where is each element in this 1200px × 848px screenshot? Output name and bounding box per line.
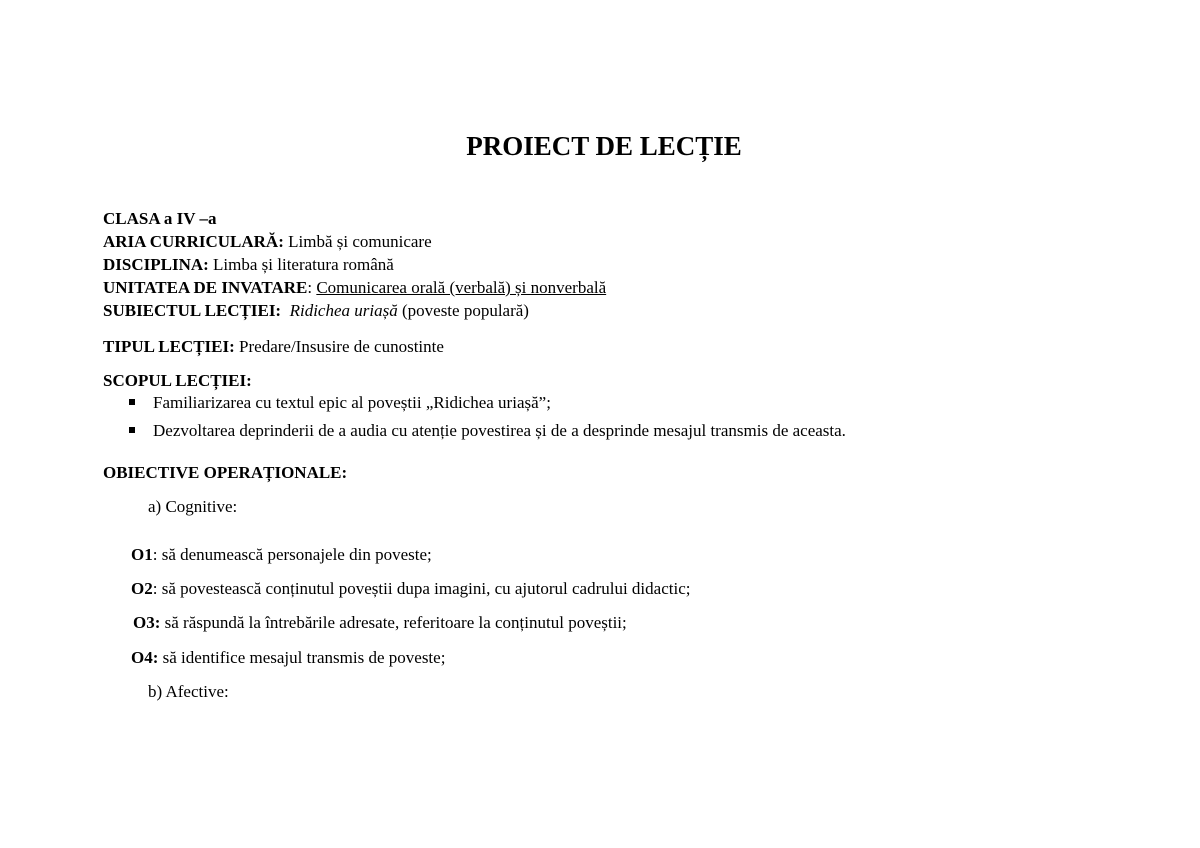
objective-code: O1 — [131, 545, 153, 564]
objective-item — [131, 647, 445, 669]
lesson-goal-heading: SCOPUL LECȚIEI: — [103, 371, 252, 390]
lesson-type-label: TIPUL LECȚIEI: — [103, 337, 235, 356]
objective-text: să răspundă la întrebările adresate, referitoare la conținutul poveștii; — [164, 613, 627, 632]
discipline-value: Limba și literatura română — [208, 255, 394, 274]
objectives-heading: OBIECTIVE OPERAȚIONALE: — [103, 463, 348, 482]
learning-unit-value: Comunicarea orală (verbală) și nonverbală — [316, 278, 607, 297]
lesson-type-field — [103, 336, 444, 358]
page-title: PROIECT DE LECȚIE — [466, 131, 742, 161]
discipline-label: DISCIPLINA: — [103, 255, 209, 274]
curricular-area-value: Limbă și comunicare — [283, 232, 432, 251]
learning-unit-label: UNITATEA DE INVATARE — [103, 278, 308, 297]
cognitive-section-label: a) Cognitive: — [148, 497, 238, 516]
lesson-type-value: Predare/Insusire de cunostinte — [234, 337, 444, 356]
objective-separator: : — [152, 579, 162, 598]
lesson-subject-field — [103, 300, 529, 322]
discipline-field — [103, 254, 394, 276]
square-bullet-icon — [129, 427, 135, 433]
objective-code: O2 — [131, 579, 153, 598]
objective-text: să identifice mesajul transmis de poveste; — [162, 648, 446, 667]
lesson-subject-title: Ridichea uriașă — [289, 301, 398, 320]
learning-unit-colon: : — [307, 278, 317, 297]
objective-text: să denumească personajele din poveste; — [161, 545, 432, 564]
curricular-area-label: ARIA CURRICULARĂ: — [103, 232, 284, 251]
objective-separator: : — [152, 545, 162, 564]
lesson-subject-note: (poveste populară) — [397, 301, 529, 320]
learning-unit-field — [103, 277, 606, 299]
curricular-area-field — [103, 231, 432, 253]
class-field: CLASA a IV –a — [103, 209, 217, 228]
objective-code: O4: — [131, 648, 159, 667]
goal-list-item: Dezvoltarea deprinderii de a audia cu atenție povestirea și de a desprinde mesajul transmis de aceasta. — [153, 421, 846, 440]
affective-section-label: b) Afective: — [148, 682, 229, 701]
objective-item — [131, 578, 690, 600]
objective-item — [133, 612, 627, 634]
objective-text: să povestească conținutul poveștii dupa imagini, cu ajutorul cadrului didactic; — [161, 579, 691, 598]
goal-list-item: Familiarizarea cu textul epic al poveștii „Ridichea uriașă”; — [153, 393, 551, 412]
lesson-subject-label: SUBIECTUL LECȚIEI: — [103, 301, 282, 320]
objective-code: O3: — [133, 613, 161, 632]
objective-item — [131, 544, 432, 566]
square-bullet-icon — [129, 399, 135, 405]
